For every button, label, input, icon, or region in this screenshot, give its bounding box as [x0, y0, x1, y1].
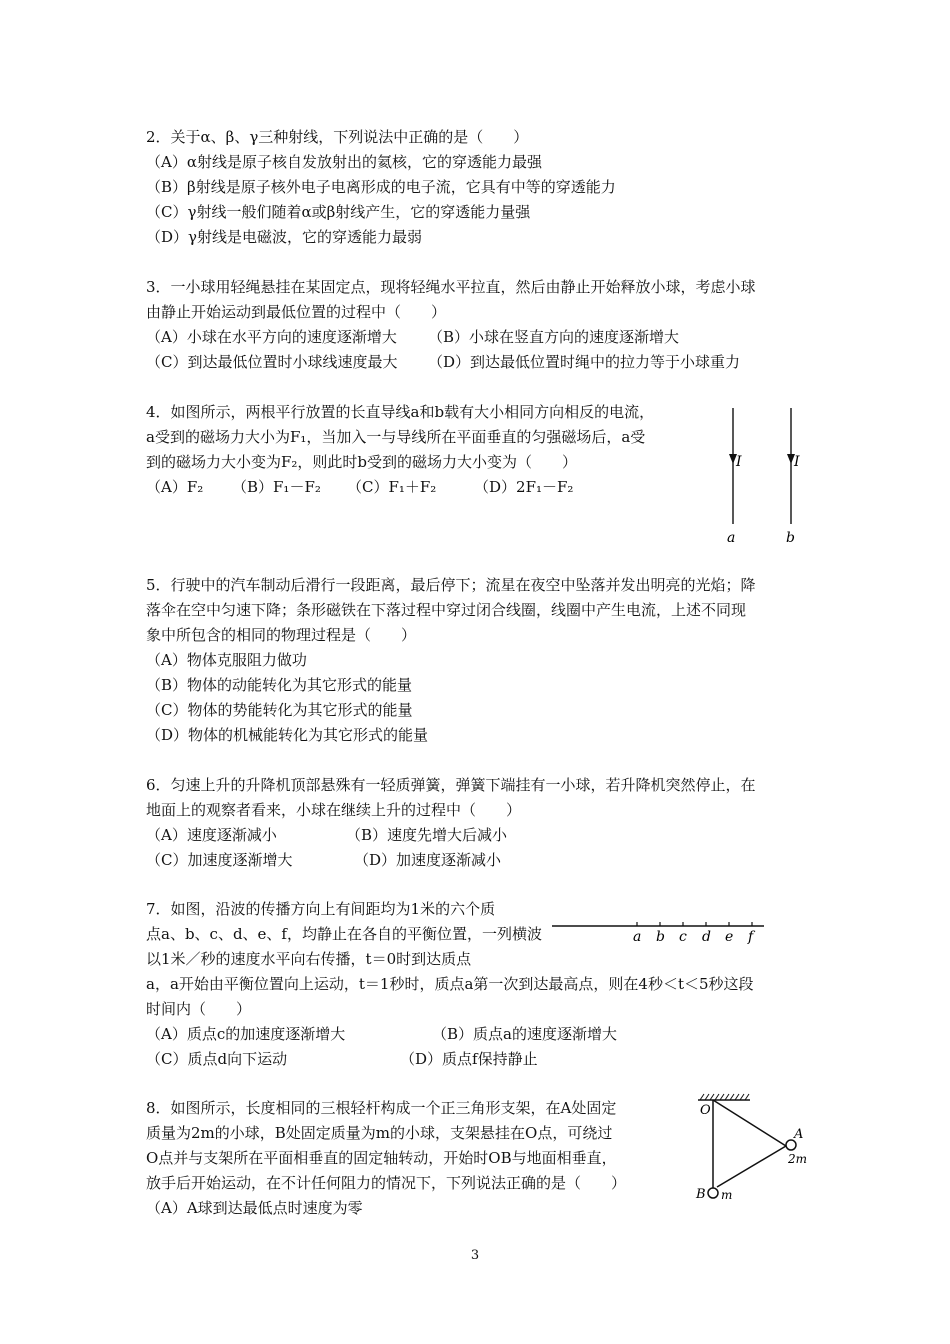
rod-oa	[713, 1100, 786, 1146]
rod-ab	[717, 1146, 786, 1187]
question-stem: 2．关于α、β、γ三种射线，下列说法中正确的是（ ）	[146, 128, 529, 146]
point-label-f: f	[748, 929, 754, 945]
question-stem: 点a、b、c、d、e、f，均静止在各自的平衡位置，一列横波	[146, 925, 542, 943]
option-a: （A）速度逐渐减小	[146, 826, 277, 844]
question-stem: a受到的磁场力大小为F₁，当加入一与导线所在平面垂直的匀强磁场后，a受	[146, 428, 646, 446]
page-number: 3	[470, 1248, 480, 1263]
triangle-frame-figure	[692, 1090, 816, 1206]
option-a: （A）小球在水平方向的速度逐渐增大	[146, 328, 397, 346]
point-label-e: e	[725, 929, 734, 945]
label-a: A	[794, 1127, 804, 1142]
point-label-b: b	[656, 929, 665, 945]
option-d: （D）γ射线是电磁波，它的穿透能力最弱	[146, 228, 422, 246]
option-c: （C）到达最低位置时小球线速度最大	[146, 353, 398, 371]
mass-b: m	[721, 1188, 733, 1202]
question-stem: 4．如图所示，两根平行放置的长直导线a和b载有大小相同方向相反的电流，	[146, 403, 655, 421]
mass-a: 2m	[788, 1152, 808, 1166]
option-a: （A）物体克服阻力做功	[146, 651, 307, 669]
option-c: （C）物体的势能转化为其它形式的能量	[146, 701, 413, 719]
point-label-c: c	[679, 929, 687, 945]
question-stem: 3．一小球用轻绳悬挂在某固定点，现将轻绳水平拉直，然后由静止开始释放小球，考虑小球	[146, 278, 756, 296]
option-c: （C）γ射线一般们随着α或β射线产生，它的穿透能力量强	[146, 203, 531, 221]
label-b: B	[696, 1187, 706, 1202]
option-a: （A）F₂	[146, 478, 204, 496]
question-stem: 到的磁场力大小变为F₂，则此时b受到的磁场力大小变为（ ）	[146, 453, 578, 471]
wave-points-figure	[548, 912, 770, 946]
option-b: （B）β射线是原子核外电子电离形成的电子流，它具有中等的穿透能力	[146, 178, 616, 196]
option-a: （A）α射线是原子核自发放射出的氦核，它的穿透能力最强	[146, 153, 542, 171]
wire-label-b: b	[786, 530, 795, 546]
option-a: （A）A球到达最低点时速度为零	[146, 1199, 363, 1217]
option-d: （D）物体的机械能转化为其它形式的能量	[146, 726, 429, 744]
option-c: （C）F₁＋F₂	[347, 478, 437, 496]
ceiling-hatch	[700, 1094, 749, 1100]
current-label-b: I	[794, 454, 800, 470]
point-label-a: a	[633, 929, 642, 945]
option-b: （B）物体的动能转化为其它形式的能量	[146, 676, 413, 694]
question-stem: O点并与支架所在平面相垂直的固定轴转动，开始时OB与地面相垂直，	[146, 1149, 617, 1167]
question-stem: 由静止开始运动到最低位置的过程中（ ）	[146, 303, 447, 321]
parallel-wires-figure	[712, 404, 812, 548]
question-stem: 以1米／秒的速度水平向右传播，t＝0时到达质点	[146, 950, 472, 968]
current-label-a: I	[736, 454, 742, 470]
option-c: （C）质点d向下运动	[146, 1050, 288, 1068]
option-b: （B）速度先增大后减小	[346, 826, 508, 844]
option-d: （D）质点f保持静止	[400, 1050, 538, 1068]
question-stem: a，a开始由平衡位置向上运动，t＝1秒时，质点a第一次到达最高点，则在4秒＜t＜5秒这段	[146, 975, 754, 993]
question-stem: 质量为2m的小球，B处固定质量为m的小球，支架悬挂在O点，可绕过	[146, 1124, 613, 1142]
option-c: （C）加速度逐渐增大	[146, 851, 293, 869]
question-stem: 落伞在空中匀速下降；条形磁铁在下落过程中穿过闭合线圈，线圈中产生电流，上述不同现	[146, 601, 747, 619]
question-stem: 7．如图，沿波的传播方向上有间距均为1米的六个质	[146, 900, 496, 918]
label-o: O	[700, 1103, 711, 1118]
option-a: （A）质点c的加速度逐渐增大	[146, 1025, 346, 1043]
question-stem: 5．行驶中的汽车制动后滑行一段距离，最后停下；流星在夜空中坠落并发出明亮的光焰；降	[146, 576, 756, 594]
wire-label-a: a	[727, 530, 736, 546]
option-b: （B）F₁－F₂	[232, 478, 321, 496]
option-b: （B）质点a的速度逐渐增大	[432, 1025, 617, 1043]
option-d: （D）加速度逐渐减小	[354, 851, 502, 869]
option-d: （D）2F₁－F₂	[474, 478, 574, 496]
question-stem: 放手后开始运动，在不计任何阻力的情况下，下列说法正确的是（ ）	[146, 1174, 627, 1192]
point-label-d: d	[702, 929, 711, 945]
question-stem: 地面上的观察者看来，小球在继续上升的过程中（ ）	[146, 801, 522, 819]
question-stem: 象中所包含的相同的物理过程是（ ）	[146, 626, 417, 644]
question-stem: 8．如图所示，长度相同的三根轻杆构成一个正三角形支架，在A处固定	[146, 1099, 617, 1117]
option-d: （D）到达最低位置时绳中的拉力等于小球重力	[428, 353, 741, 371]
question-stem: 时间内（ ）	[146, 1000, 252, 1018]
option-b: （B）小球在竖直方向的速度逐渐增大	[428, 328, 680, 346]
question-stem: 6．匀速上升的升降机顶部悬殊有一轻质弹簧，弹簧下端挂有一小球，若升降机突然停止，在	[146, 776, 756, 794]
ball-b	[708, 1188, 718, 1198]
